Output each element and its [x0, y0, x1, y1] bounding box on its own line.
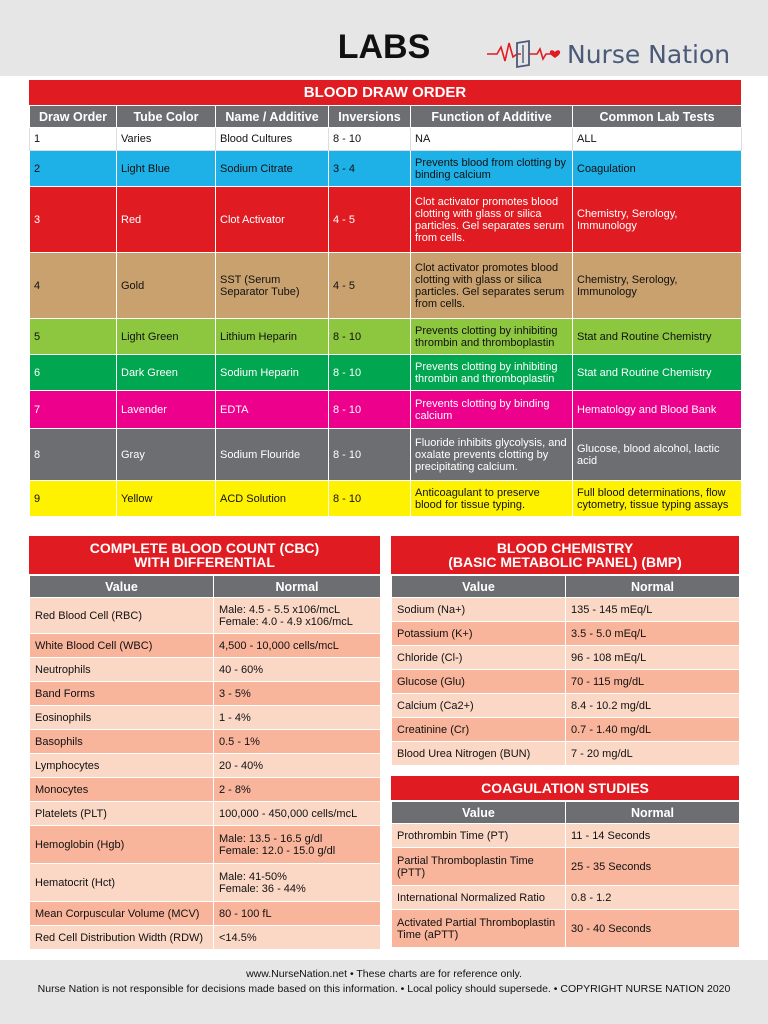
table-cell: 8 [30, 429, 117, 481]
table-cell: Calcium (Ca2+) [392, 694, 566, 718]
table-cell: 8 - 10 [329, 128, 411, 151]
table-row [30, 253, 742, 319]
table-cell: Platelets (PLT) [30, 802, 214, 826]
draw-header-2: Name / Additive [216, 106, 329, 128]
bmp-banner-line2: (BASIC METABOLIC PANEL) (BMP) [448, 554, 682, 570]
table-cell: Potassium (K+) [392, 622, 566, 646]
table-row [30, 481, 742, 517]
table-cell: <14.5% [214, 926, 381, 950]
table-cell: Prevents blood from clotting by binding calcium [411, 151, 573, 187]
table-cell: Clot Activator [216, 187, 329, 253]
table-row [30, 778, 381, 802]
table-cell: Band Forms [30, 682, 214, 706]
table-row [392, 622, 740, 646]
table-cell: 8.4 - 10.2 mg/dL [566, 694, 740, 718]
table-cell: 4 - 5 [329, 187, 411, 253]
table-row [392, 886, 740, 910]
table-cell: Light Blue [117, 151, 216, 187]
page-title: LABS [337, 28, 431, 66]
table-cell: Fluoride inhibits glycolysis, and oxalate prevents clotting by precipitating calcium. [411, 429, 573, 481]
table-cell: Sodium (Na+) [392, 598, 566, 622]
table-cell: Blood Cultures [216, 128, 329, 151]
table-row [30, 826, 381, 864]
table-cell: Activated Partial Thromboplastin Time (aPTT) [392, 910, 566, 948]
table-cell: 20 - 40% [214, 754, 381, 778]
blood-draw-banner: BLOOD DRAW ORDER [29, 80, 741, 105]
table-row [30, 926, 381, 950]
cbc-banner [29, 536, 380, 574]
table-cell: NA [411, 128, 573, 151]
bmp-header-1: Normal [566, 576, 740, 598]
table-cell: 4 [30, 253, 117, 319]
bmp-table [391, 575, 740, 766]
table-cell: Lavender [117, 391, 216, 429]
table-cell: 0.8 - 1.2 [566, 886, 740, 910]
coag-header-1: Normal [566, 802, 740, 824]
table-row [30, 730, 381, 754]
cbc-banner-line2: WITH DIFFERENTIAL [134, 554, 275, 570]
table-row [392, 824, 740, 848]
table-cell: 3 - 4 [329, 151, 411, 187]
table-cell: 0.5 - 1% [214, 730, 381, 754]
table-cell: 8 - 10 [329, 319, 411, 355]
draw-header-0: Draw Order [30, 106, 117, 128]
draw-header-5: Common Lab Tests [573, 106, 742, 128]
table-cell: Chemistry, Serology, Immunology [573, 187, 742, 253]
table-row [392, 646, 740, 670]
table-row [392, 598, 740, 622]
table-cell: 0.7 - 1.40 mg/dL [566, 718, 740, 742]
table-cell: 2 - 8% [214, 778, 381, 802]
table-cell: Yellow [117, 481, 216, 517]
page-header [0, 0, 768, 76]
table-cell: 30 - 40 Seconds [566, 910, 740, 948]
table-cell: 2 [30, 151, 117, 187]
table-cell: 8 - 10 [329, 355, 411, 391]
draw-header-1: Tube Color [117, 106, 216, 128]
table-cell: Sodium Flouride [216, 429, 329, 481]
cbc-header-1: Normal [214, 576, 381, 598]
table-cell: Mean Corpuscular Volume (MCV) [30, 902, 214, 926]
table-cell: Blood Urea Nitrogen (BUN) [392, 742, 566, 766]
cbc-table [29, 575, 381, 950]
coag-table [391, 801, 740, 948]
page-footer [0, 960, 768, 1024]
table-cell: Prevents clotting by binding calcium [411, 391, 573, 429]
table-cell: Stat and Routine Chemistry [573, 319, 742, 355]
table-cell: Clot activator promotes blood clotting with glass or silica particles. Gel separates serum from cells. [411, 253, 573, 319]
table-cell: Dark Green [117, 355, 216, 391]
table-cell: ACD Solution [216, 481, 329, 517]
table-cell: Prevents clotting by inhibiting thrombin and thromboplastin [411, 319, 573, 355]
table-cell: 96 - 108 mEq/L [566, 646, 740, 670]
table-row [30, 864, 381, 902]
table-cell: Light Green [117, 319, 216, 355]
table-row [30, 429, 742, 481]
bmp-banner [391, 536, 739, 574]
cbc-banner-line1: COMPLETE BLOOD COUNT (CBC) [89, 540, 320, 556]
coag-header-0: Value [392, 802, 566, 824]
table-cell: Sodium Heparin [216, 355, 329, 391]
table-row [30, 355, 742, 391]
table-cell: Coagulation [573, 151, 742, 187]
table-cell: Chloride (Cl-) [392, 646, 566, 670]
table-cell: Red [117, 187, 216, 253]
table-row [30, 754, 381, 778]
footer-line-2: Nurse Nation is not responsible for decisions made based on this information. • Local policy should supersede. • COPYRIGHT NURSE NATION 2020 [37, 983, 731, 995]
table-cell: Hematology and Blood Bank [573, 391, 742, 429]
table-cell: International Normalized Ratio [392, 886, 566, 910]
table-row [30, 128, 742, 151]
table-cell: 70 - 115 mg/dL [566, 670, 740, 694]
table-row [30, 598, 381, 634]
table-row [30, 682, 381, 706]
table-cell: 11 - 14 Seconds [566, 824, 740, 848]
table-cell: SST (Serum Separator Tube) [216, 253, 329, 319]
table-cell: 1 [30, 128, 117, 151]
bmp-banner-line1: BLOOD CHEMISTRY [496, 540, 634, 556]
table-row [30, 391, 742, 429]
table-cell: ALL [573, 128, 742, 151]
table-cell: 8 - 10 [329, 429, 411, 481]
table-row [30, 151, 742, 187]
table-cell: 8 - 10 [329, 481, 411, 517]
blood-draw-table [29, 105, 742, 517]
table-cell: 3 - 5% [214, 682, 381, 706]
table-cell: Clot activator promotes blood clotting with glass or silica particles. Gel separates serum from cells. [411, 187, 573, 253]
table-cell: Red Blood Cell (RBC) [30, 598, 214, 634]
draw-header-4: Function of Additive [411, 106, 573, 128]
table-cell: 6 [30, 355, 117, 391]
table-cell: Red Cell Distribution Width (RDW) [30, 926, 214, 950]
table-cell: Lymphocytes [30, 754, 214, 778]
footer-line-1: www.NurseNation.net • These charts are for reference only. [246, 968, 522, 980]
table-row [392, 742, 740, 766]
table-row [30, 802, 381, 826]
table-cell: Basophils [30, 730, 214, 754]
table-cell: 9 [30, 481, 117, 517]
table-cell: Prevents clotting by inhibiting thrombin and thromboplastin [411, 355, 573, 391]
table-cell: 4 - 5 [329, 253, 411, 319]
table-cell: Male: 4.5 - 5.5 x106/mcL Female: 4.0 - 4.9 x106/mcL [214, 598, 381, 634]
draw-header-3: Inversions [329, 106, 411, 128]
table-cell: Hematocrit (Hct) [30, 864, 214, 902]
table-cell: Monocytes [30, 778, 214, 802]
table-cell: 3 [30, 187, 117, 253]
table-cell: White Blood Cell (WBC) [30, 634, 214, 658]
table-cell: 80 - 100 fL [214, 902, 381, 926]
coag-banner: COAGULATION STUDIES [391, 776, 739, 800]
table-row [30, 319, 742, 355]
table-cell: Prothrombin Time (PT) [392, 824, 566, 848]
table-cell: Partial Thromboplastin Time (PTT) [392, 848, 566, 886]
table-cell: 100,000 - 450,000 cells/mcL [214, 802, 381, 826]
table-cell: 40 - 60% [214, 658, 381, 682]
table-row [30, 706, 381, 730]
table-cell: Glucose (Glu) [392, 670, 566, 694]
table-cell: Gray [117, 429, 216, 481]
bmp-header-0: Value [392, 576, 566, 598]
table-row [392, 718, 740, 742]
table-cell: Full blood determinations, flow cytometry, tissue typing assays [573, 481, 742, 517]
table-row [392, 848, 740, 886]
table-row [392, 670, 740, 694]
table-cell: 5 [30, 319, 117, 355]
table-cell: EDTA [216, 391, 329, 429]
table-cell: 7 [30, 391, 117, 429]
table-cell: 7 - 20 mg/dL [566, 742, 740, 766]
table-cell: 3.5 - 5.0 mEq/L [566, 622, 740, 646]
brand-logo [487, 36, 730, 72]
brand-name: Nurse Nation [567, 39, 731, 69]
table-cell: Lithium Heparin [216, 319, 329, 355]
book-heartbeat-icon [487, 39, 563, 69]
table-cell: Stat and Routine Chemistry [573, 355, 742, 391]
table-cell: Male: 41-50% Female: 36 - 44% [214, 864, 381, 902]
table-cell: Male: 13.5 - 16.5 g/dl Female: 12.0 - 15.0 g/dl [214, 826, 381, 864]
table-row [392, 694, 740, 718]
table-cell: Gold [117, 253, 216, 319]
table-row [392, 910, 740, 948]
table-row [30, 634, 381, 658]
table-cell: Chemistry, Serology, Immunology [573, 253, 742, 319]
table-cell: 135 - 145 mEq/L [566, 598, 740, 622]
cbc-header-0: Value [30, 576, 214, 598]
table-cell: 4,500 - 10,000 cells/mcL [214, 634, 381, 658]
table-cell: Creatinine (Cr) [392, 718, 566, 742]
table-row [30, 658, 381, 682]
table-cell: 25 - 35 Seconds [566, 848, 740, 886]
table-cell: Hemoglobin (Hgb) [30, 826, 214, 864]
table-cell: 8 - 10 [329, 391, 411, 429]
table-row [30, 187, 742, 253]
table-cell: Sodium Citrate [216, 151, 329, 187]
table-cell: 1 - 4% [214, 706, 381, 730]
table-cell: Neutrophils [30, 658, 214, 682]
table-cell: Eosinophils [30, 706, 214, 730]
table-row [30, 902, 381, 926]
table-cell: Varies [117, 128, 216, 151]
table-cell: Glucose, blood alcohol, lactic acid [573, 429, 742, 481]
table-cell: Anticoagulant to preserve blood for tissue typing. [411, 481, 573, 517]
